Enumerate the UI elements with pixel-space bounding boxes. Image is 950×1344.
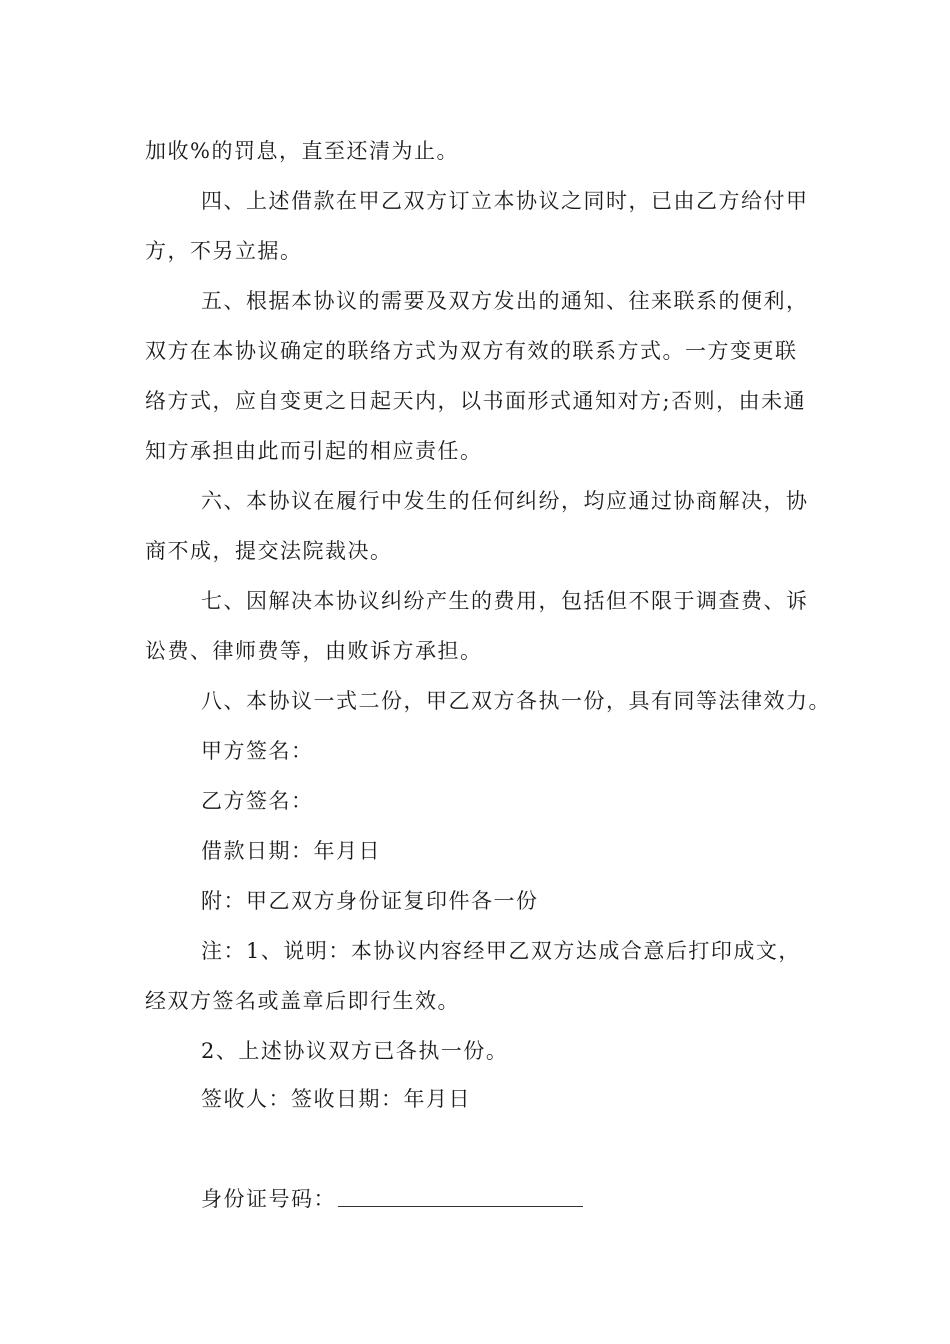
clause-8-line: 八、本协议一式二份，甲乙双方各执一份，具有同等法律效力。 xyxy=(201,689,831,713)
note-1-line-1: 注：1、说明：本协议内容经甲乙双方达成合意后打印成文， xyxy=(201,939,801,963)
clause-6-line-2: 商不成，提交法院裁决。 xyxy=(145,539,393,563)
id-number-blank xyxy=(338,1184,583,1207)
clause-4-line-1: 四、上述借款在甲乙双方订立本协议之同时，已由乙方给付甲 xyxy=(201,189,809,213)
clause-5-line-4: 知方承担由此而引起的相应责任。 xyxy=(145,439,483,463)
clause-7-line-2: 讼费、律师费等，由败诉方承担。 xyxy=(145,639,483,663)
party-b-signature: 乙方签名： xyxy=(201,789,314,813)
note-2-line: 2、上述协议双方已各执一份。 xyxy=(201,1039,509,1063)
clause-5-line-3: 络方式，应自变更之日起天内，以书面形式通知对方;否则，由未通 xyxy=(145,389,807,413)
clause-4-line-2: 方，不另立据。 xyxy=(145,239,303,263)
attachment-note: 附：甲乙双方身份证复印件各一份 xyxy=(201,889,539,913)
clause-5-line-1: 五、根据本协议的需要及双方发出的通知、往来联系的便利， xyxy=(201,289,809,313)
receipt-line: 签收人：签收日期：年月日 xyxy=(201,1087,471,1111)
clause-6-line-1: 六、本协议在履行中发生的任何纠纷，均应通过协商解决，协 xyxy=(201,489,809,513)
clause-5-line-2: 双方在本协议确定的联络方式为双方有效的联系方式。一方变更联 xyxy=(145,339,798,363)
id-number-row xyxy=(201,1184,583,1214)
note-1-line-2: 经双方签名或盖章后即行生效。 xyxy=(145,989,460,1013)
party-a-signature: 甲方签名： xyxy=(201,739,314,763)
loan-date: 借款日期：年月日 xyxy=(201,839,381,863)
text-line: 加收%的罚息，直至还清为止。 xyxy=(145,139,459,163)
clause-7-line-1: 七、因解决本协议纠纷产生的费用，包括但不限于调查费、诉 xyxy=(201,589,809,613)
id-number-label: 身份证号码： xyxy=(201,1187,336,1211)
